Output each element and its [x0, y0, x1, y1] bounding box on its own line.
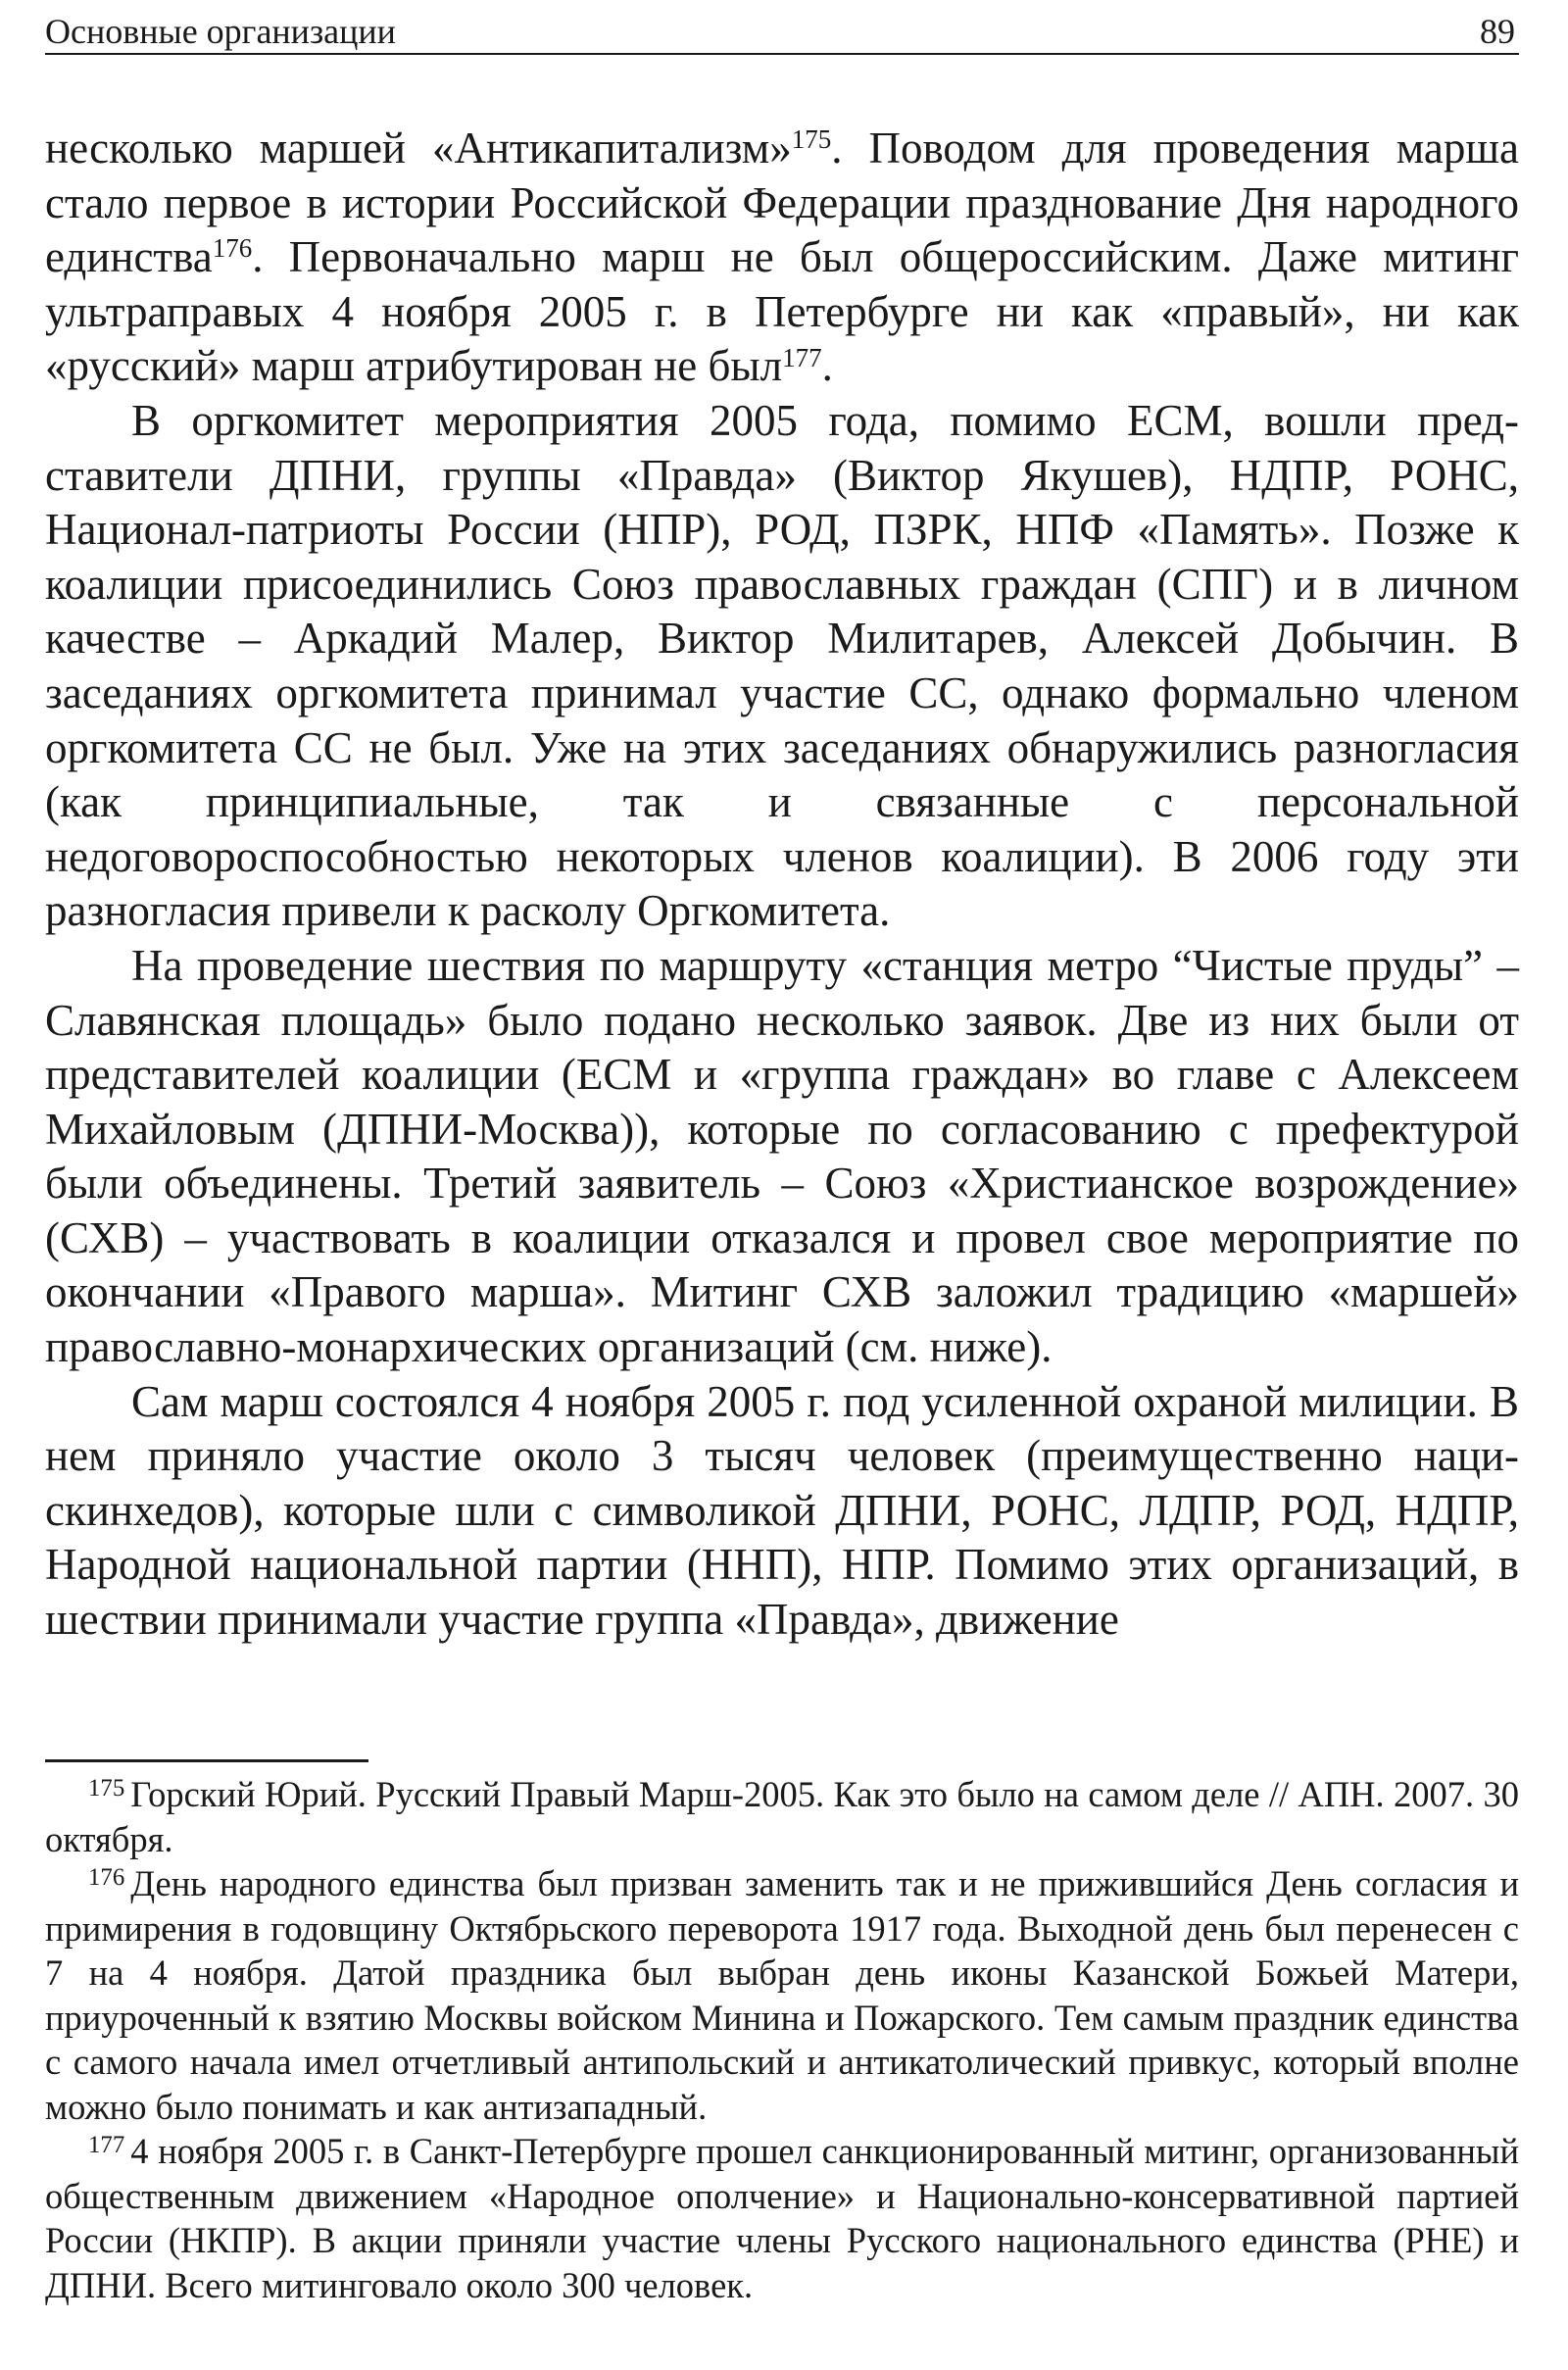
paragraph-text: Сам марш состоялся 4 ноября 2005 г. под усиленной охраной милиции. В нем приняло участие около 3 тысяч человек (преимущественно наци-скинхедов), которые шли с символикой ДПНИ, РОНС, ЛДПР, РОД, НДПР, Народной национальной партии (ННП), НПР. Помимо этих организаций, в шествии принимали участие группа «Правда», движение	[45, 1376, 1519, 1645]
paragraph	[45, 122, 1519, 394]
footnote	[45, 1772, 1519, 1861]
paragraph-text: На проведение шествия по маршруту «станция метро “Чистые пруды” – Славянская площадь» было подано несколько заявок. Две из них были от представителей коалиции (ЕСМ и «группа граждан» во главе с Алексеем Михайловым (ДПНИ-Москва)), которые по согласованию с префектурой были объединены. Третий заявитель – Союз «Христианское возрождение» (СХВ) – участвовать в коалиции отказался и провел свое мероприятие по окончании «Правого марша». Митинг СХВ заложил традицию «маршей» православно-монархических организаций (см. ниже).	[45, 940, 1519, 1372]
footnote-reference[interactable]: 177	[782, 342, 822, 372]
paragraph-text: В оргкомитет мероприятия 2005 года, помимо ЕСМ, вошли представители ДПНИ, группы «Правда» (Виктор Якушев), НДПР, РОНС, Национал-патриоты России (НПР), РОД, ПЗРК, НПФ «Память». Позже к коалиции присоединились Союз православных граждан (СПГ) и в личном качестве – Аркадий Малер, Виктор Милитарев, Алексей Добычин. В заседаниях оргкомитета принимал участие СС, однако формально членом оргкомитета СС не был. Уже на этих заседаниях обнаружились разногласия (как принципиальные, так и связанные с персональной недоговороспособностью некоторых членов коалиции). В 2006 году эти разногласия привели к расколу Оргкомитета.	[45, 395, 1519, 936]
footnote-number: 175	[88, 1774, 125, 1802]
footnotes	[45, 1772, 1519, 2307]
paragraph	[45, 939, 1519, 1375]
footnote-text: Горский Юрий. Русский Правый Марш-2005. Как это было на самом деле // АПН. 2007. 30 октября.	[45, 1774, 1519, 1859]
running-title: Основные организации	[45, 12, 396, 51]
footnote	[45, 1861, 1519, 2129]
paragraph-text: . Поводом для проведения марша стало первое в истории Российской Федерации празднование Дня народного единства	[45, 123, 1519, 282]
paragraph-text: несколько маршей «Антикапитализм»	[45, 123, 792, 173]
footnote-number: 176	[88, 1863, 125, 1891]
footnote-text: День народного единства был призван заменить так и не прижившийся День согласия и примирения в годовщину Октябрьского переворота 1917 года. Выходной день был перенесен с 7 на 4 ноября. Датой праздника был выбран день иконы Казанской Божьей Матери, приуроченный к взятию Москвы войском Минина и Пожарского. Тем самым праздник единства с самого начала имел отчетливый антипольский и антикатолический привкус, который вполне можно было понимать и как антизападный.	[45, 1863, 1519, 2127]
page-number: 89	[1480, 12, 1515, 51]
paragraph-text: . Первоначально марш не был общероссийским. Даже митинг ультраправых 4 ноября 2005 г. в Петербурге ни как «правый», ни как «русский» марш атрибутирован не был	[45, 232, 1519, 391]
footnote	[45, 2129, 1519, 2307]
footnote-number: 177	[88, 2131, 125, 2158]
footnote-text: 4 ноября 2005 г. в Санкт-Петербурге прошел санкционированный митинг, организованный общественным движением «Народное ополчение» и Национально-консервативной партией России (НКПР). В акции приняли участие члены Русского национального единства (РНЕ) и ДПНИ. Всего митинговало около 300 человек.	[45, 2131, 1519, 2305]
paragraph	[45, 1375, 1519, 1648]
paragraph-text: .	[821, 341, 833, 391]
paragraph	[45, 394, 1519, 939]
running-header	[45, 0, 1519, 55]
main-text	[45, 122, 1519, 1648]
footnote-separator	[45, 1759, 368, 1762]
footnote-reference[interactable]: 175	[791, 124, 832, 155]
footnote-reference[interactable]: 176	[212, 233, 253, 264]
